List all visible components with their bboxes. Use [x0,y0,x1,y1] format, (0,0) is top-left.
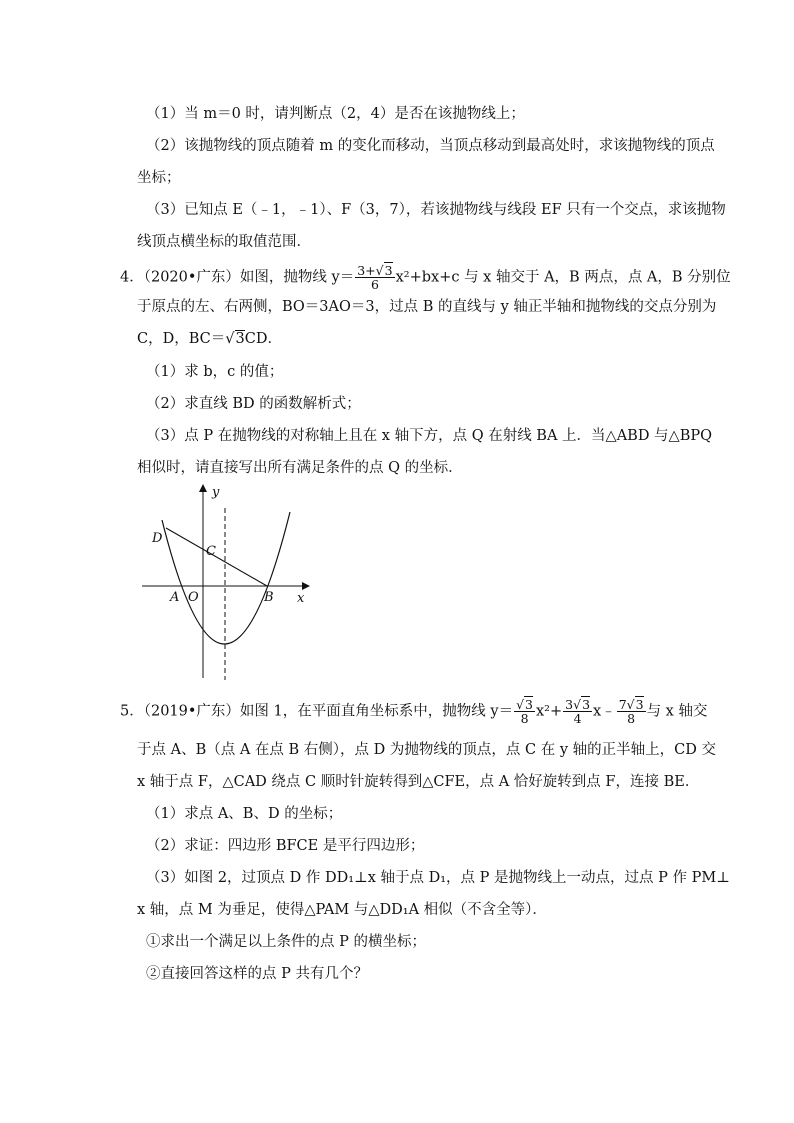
label-b: B [264,590,274,605]
p5-sub-question-2: ②直接回答这样的点 P 共有几个？ [146,966,368,982]
p4-line-2: 于原点的左、右两侧，BO＝3AO＝3，过点 B 的直线与 y 轴正半轴和抛物线的交点分别为 [137,299,717,315]
p5-f2-den: 4 [573,711,582,726]
x-axis-arrow [302,582,310,590]
label-c: C [206,544,216,559]
label-a: A [170,590,180,605]
p5-f3-den: 8 [627,711,636,726]
p5-fraction-1: $\frac{√3}{8}$ [516,697,533,726]
label-x: x [297,591,305,606]
p5-question-3-line2: x 轴，点 M 为垂足，使得△PAM 与△DD₁A 相似（不含全等）． [137,902,547,918]
p5-heading-a: 5．（2019•广东）如图 1，在平面直角坐标系中，抛物线 y＝ [120,703,514,720]
p4-question-2: （2）求直线 BD 的函数解析式； [146,396,361,412]
p5-f3-num-b: 3 [635,697,644,712]
p4-frac-num-a: 3+ [357,263,376,278]
p5-question-2: （2）求证：四边形 BFCE 是平行四边形； [146,838,425,854]
p4-heading-a: 4．（2020•广东）如图，抛物线 y＝ [120,269,355,286]
p5-line-2: 于点 A、B（点 A 在点 B 右侧），点 D 为抛物线的顶点，点 C 在 y 轴的正半轴上，CD 交 [137,742,716,758]
p4-question-1: （1）求 b，c 的值； [146,364,284,380]
p3-question-2-line2: 坐标； [137,170,181,186]
p3-question-1: （1）当 m＝0 时，请判断点（2，4）是否在该抛物线上； [146,106,525,122]
p4-line-3-sqrt: 3 [235,331,245,347]
p4-line-3: C，D，BC＝√3CD． [137,331,282,347]
p4-figure [130,480,320,690]
p4-coefficient-fraction: $\frac{3+√3}{6}$ [357,263,393,292]
p3-question-3-line2: 线顶点横坐标的取值范围． [137,234,311,250]
p4-frac-num-sqrt: 3 [384,263,393,278]
p3-question-3-line1: （3）已知点 E（﹣1，﹣1）、F（3，7），若该抛物线与线段 EF 只有一个交点，求该抛物 [146,202,726,218]
p4-line-3-b: CD． [244,331,282,347]
parabola [162,512,290,644]
p5-heading-b: 与 x 轴交 [646,703,708,720]
p5-op-2: x﹣ [593,703,616,720]
p5-sub-question-1: ①求出一个满足以上条件的点 P 的横坐标； [146,934,426,950]
p4-frac-den: 6 [370,277,379,292]
label-o: O [188,590,199,605]
p5-fraction-3: $\frac{7√3}{8}$ [618,697,644,726]
p5-question-1: （1）求点 A、B、D 的坐标； [146,806,343,822]
p5-op-1: x²+ [536,703,563,720]
p5-f3-num-a: 7 [618,697,627,712]
p5-f2-num-a: 3 [565,697,574,712]
p4-question-3-line2: 相似时，请直接写出所有满足条件的点 Q 的坐标． [137,460,463,476]
y-axis-arrow [199,484,207,492]
p5-question-3-line1: （3）如图 2，过顶点 D 作 DD₁⊥x 轴于点 D₁，点 P 是抛物线上一动点，过点 P 作 PM⊥ [146,870,730,886]
p5-heading [120,698,707,725]
p5-fraction-2: $\frac{3√3}{4}$ [565,697,591,726]
p5-f2-num-b: 3 [582,697,591,712]
p4-line-3-a: C，D，BC＝ [137,331,226,347]
p5-f1-den: 8 [520,711,529,726]
label-y: y [212,485,220,500]
line-bd [166,528,267,586]
p5-f1-num: 3 [525,697,533,712]
p3-question-2-line1: （2）该抛物线的顶点随着 m 的变化而移动，当顶点移动到最高处时，求该抛物线的顶点 [146,138,715,154]
p4-heading [120,264,731,291]
p4-heading-b: x²+bx+c 与 x 轴交于 A，B 两点，点 A，B 分别位 [395,269,731,286]
p5-line-3: x 轴于点 F，△CAD 绕点 C 顺时针旋转得到△CFE，点 A 恰好旋转到点 F，连接 BE． [137,774,700,790]
label-d: D [152,531,163,546]
p4-question-3-line1: （3）点 P 在抛物线的对称轴上且在 x 轴下方，点 Q 在射线 BA 上．当△ABD 与△BPQ [146,428,713,444]
